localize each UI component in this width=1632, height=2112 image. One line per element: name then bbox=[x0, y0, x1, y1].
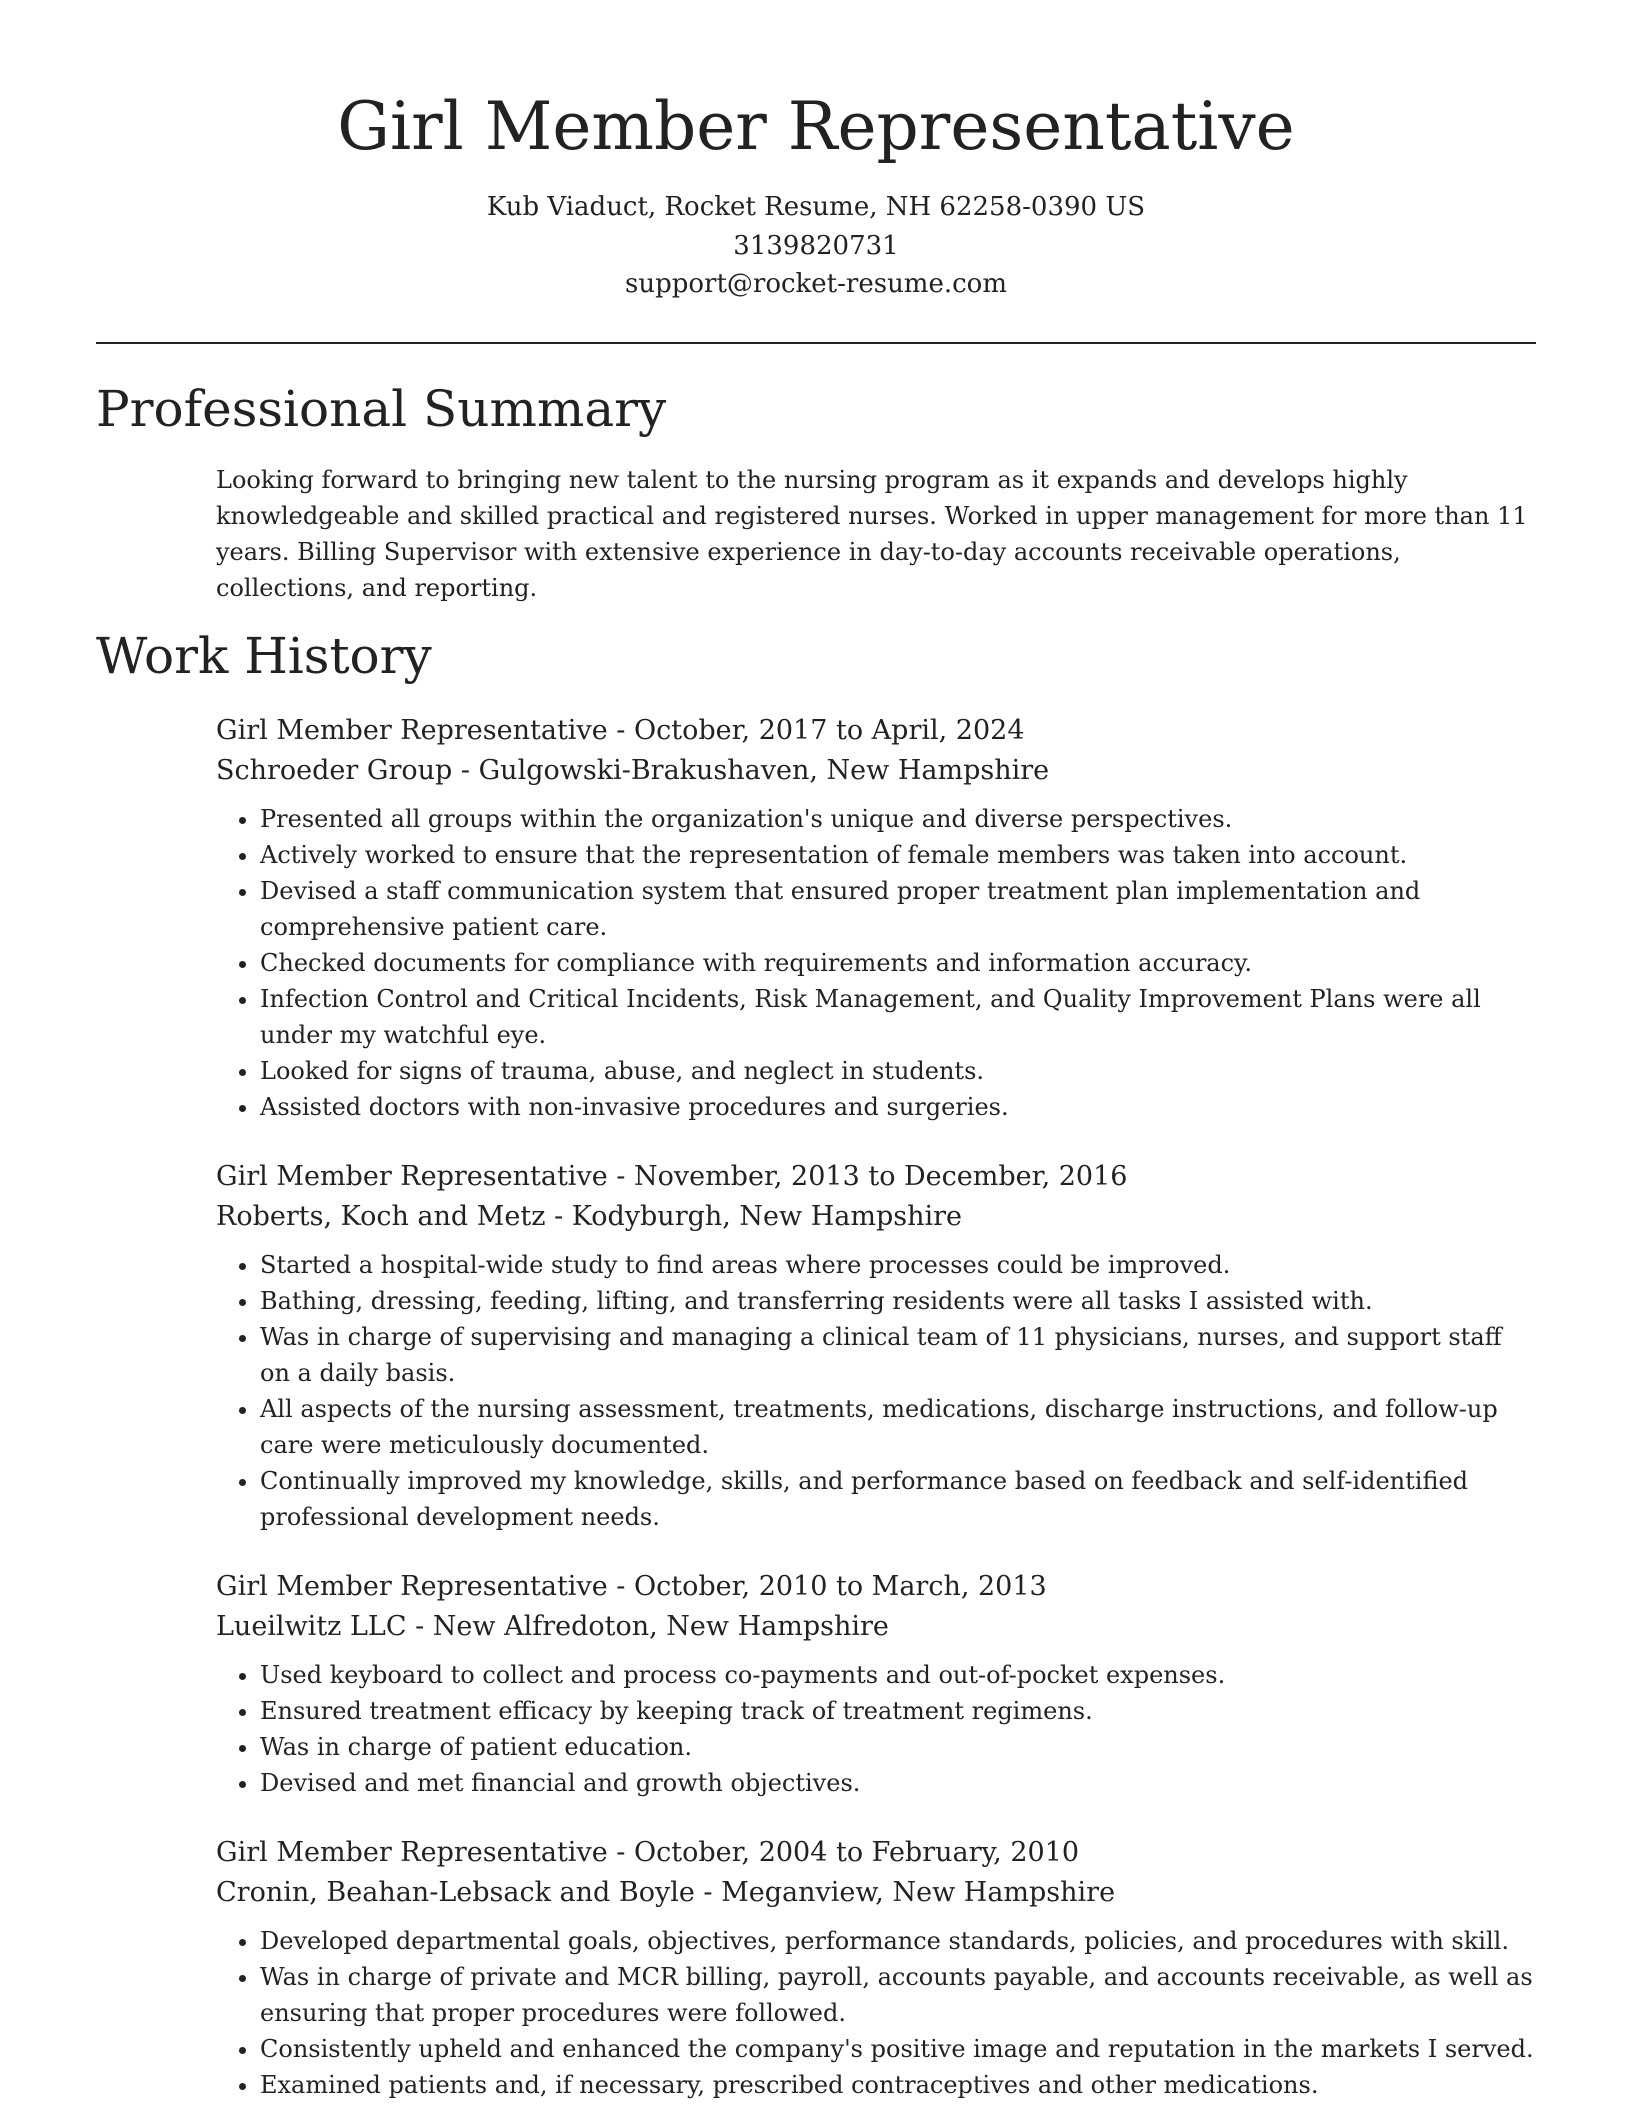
job-bullet: • Continually improved my knowledge, skills, and performance based on feedback and self-identified professional development needs. bbox=[260, 1463, 1536, 1535]
job-bullet: • Developed departmental goals, objectives, performance standards, policies, and procedures with skill. bbox=[260, 1923, 1536, 1959]
resume-header bbox=[96, 78, 1536, 304]
job-bullets bbox=[216, 1923, 1536, 2103]
contact-phone: 3139820731 bbox=[733, 230, 899, 261]
job-entry bbox=[216, 1157, 1536, 1535]
job-company: Roberts, Koch and Metz bbox=[216, 1201, 546, 1232]
job-entry bbox=[216, 711, 1536, 1125]
job-bullet: • Assisted doctors with non-invasive procedures and surgeries. bbox=[260, 1089, 1536, 1125]
job-location: Kodyburgh, New Hampshire bbox=[571, 1201, 963, 1232]
job-title-line: Girl Member Representative - November, 2013 to December, 2016 bbox=[216, 1161, 1128, 1192]
job-company: Schroeder Group bbox=[216, 755, 453, 786]
candidate-name: Girl Member Representative bbox=[337, 88, 1295, 165]
job-title-line: Girl Member Representative - October, 2017 to April, 2024 bbox=[216, 715, 1025, 746]
job-bullet: • Actively worked to ensure that the representation of female members was taken into account. bbox=[260, 837, 1536, 873]
job-title-line: Girl Member Representative - October, 2010 to March, 2013 bbox=[216, 1571, 1047, 1602]
work-history-heading: Work History bbox=[96, 627, 432, 685]
job-company-line: Roberts, Koch and Metz - Kodyburgh, New Hampshire bbox=[216, 1201, 963, 1232]
job-company-line: Lueilwitz LLC - New Alfredoton, New Hampshire bbox=[216, 1611, 889, 1642]
job-bullet: • Infection Control and Critical Incidents, Risk Management, and Quality Improvement Plans were all under my watchful eye. bbox=[260, 981, 1536, 1053]
job-bullet: • Bathing, dressing, feeding, lifting, and transferring residents were all tasks I assisted with. bbox=[260, 1283, 1536, 1319]
job-dates: November, 2013 to December, 2016 bbox=[633, 1161, 1128, 1192]
job-bullet: • Ensured treatment efficacy by keeping track of treatment regimens. bbox=[260, 1693, 1536, 1729]
job-bullet: • Started a hospital-wide study to find areas where processes could be improved. bbox=[260, 1247, 1536, 1283]
job-bullets bbox=[216, 801, 1536, 1125]
job-title: Girl Member Representative bbox=[216, 715, 608, 746]
job-company: Cronin, Beahan-Lebsack and Boyle bbox=[216, 1877, 695, 1908]
job-title-line: Girl Member Representative - October, 2004 to February, 2010 bbox=[216, 1837, 1080, 1868]
job-entry bbox=[216, 1833, 1536, 2103]
job-bullet: • Was in charge of private and MCR billing, payroll, accounts payable, and accounts receivable, as well as ensuring that proper procedures were followed. bbox=[260, 1959, 1536, 2031]
summary-heading: Professional Summary bbox=[96, 380, 667, 438]
job-company: Lueilwitz LLC bbox=[216, 1611, 407, 1642]
job-title: Girl Member Representative bbox=[216, 1161, 608, 1192]
job-bullets bbox=[216, 1247, 1536, 1535]
job-bullet: • Consistently upheld and enhanced the company's positive image and reputation in the markets I served. bbox=[260, 2031, 1536, 2067]
contact-address: Kub Viaduct, Rocket Resume, NH 62258-0390 US bbox=[486, 192, 1146, 222]
job-bullet: • Devised a staff communication system that ensured proper treatment plan implementation and comprehensive patient care. bbox=[260, 873, 1536, 945]
job-dates: October, 2017 to April, 2024 bbox=[633, 715, 1025, 746]
contact-info bbox=[96, 188, 1536, 304]
job-location: Gulgowski-Brakushaven, New Hampshire bbox=[478, 755, 1050, 786]
job-dates: October, 2010 to March, 2013 bbox=[633, 1571, 1047, 1602]
work-history-list bbox=[216, 711, 1536, 2112]
job-entry bbox=[216, 1567, 1536, 1801]
job-bullet: • Was in charge of patient education. bbox=[260, 1729, 1536, 1765]
job-company-line: Cronin, Beahan-Lebsack and Boyle - Meganview, New Hampshire bbox=[216, 1877, 1116, 1908]
contact-email: support@rocket-resume.com bbox=[624, 269, 1007, 299]
job-bullet: • Checked documents for compliance with requirements and information accuracy. bbox=[260, 945, 1536, 981]
header-divider bbox=[96, 342, 1536, 344]
job-bullet: • Examined patients and, if necessary, prescribed contraceptives and other medications. bbox=[260, 2067, 1536, 2103]
job-company-line: Schroeder Group - Gulgowski-Brakushaven, New Hampshire bbox=[216, 755, 1050, 786]
job-location: New Alfredoton, New Hampshire bbox=[432, 1611, 889, 1642]
job-bullet: • Looked for signs of trauma, abuse, and neglect in students. bbox=[260, 1053, 1536, 1089]
job-bullet: • Devised and met financial and growth objectives. bbox=[260, 1765, 1536, 1801]
summary-text: Looking forward to bringing new talent to the nursing program as it expands and develops highly knowledgeable and skilled practical and registered nurses. Worked in upper management for more than 11 years. Billing Supervisor with extensive experience in day-to-day accounts receivable operations, collections, and reporting. bbox=[216, 466, 1528, 602]
job-location: Meganview, New Hampshire bbox=[721, 1877, 1116, 1908]
job-bullet: • Used keyboard to collect and process co-payments and out-of-pocket expenses. bbox=[260, 1657, 1536, 1693]
job-bullet: • All aspects of the nursing assessment, treatments, medications, discharge instructions, and follow-up care were meticulously documented. bbox=[260, 1391, 1536, 1463]
job-title: Girl Member Representative bbox=[216, 1837, 608, 1868]
job-bullet: • Was in charge of supervising and managing a clinical team of 11 physicians, nurses, and support staff on a daily basis. bbox=[260, 1319, 1536, 1391]
job-title: Girl Member Representative bbox=[216, 1571, 608, 1602]
job-bullets bbox=[216, 1657, 1536, 1801]
job-bullet: • Presented all groups within the organization's unique and diverse perspectives. bbox=[260, 801, 1536, 837]
job-dates: October, 2004 to February, 2010 bbox=[633, 1837, 1080, 1868]
